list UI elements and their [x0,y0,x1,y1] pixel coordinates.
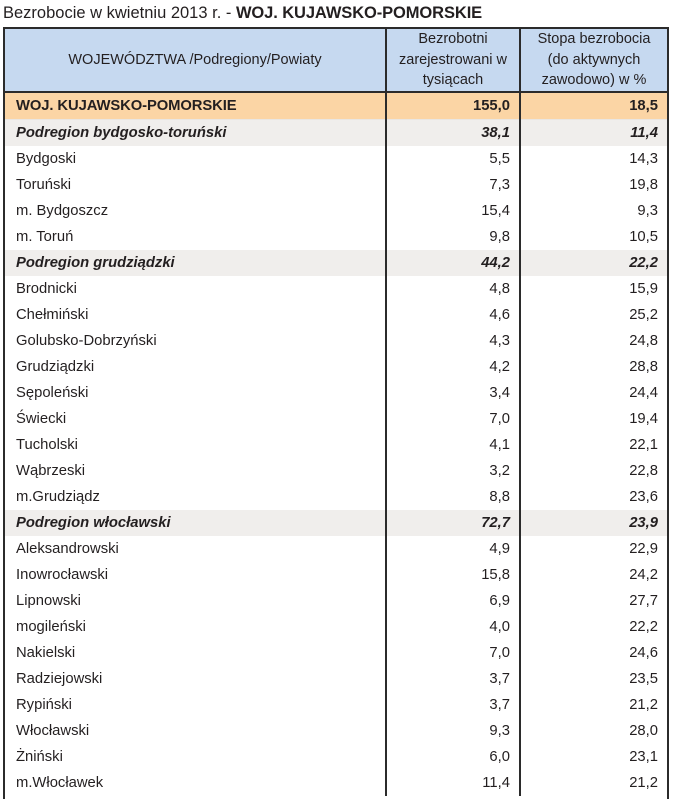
cell-region-name: Włocławski [5,718,386,744]
cell-region-name: Rypiński [5,692,386,718]
cell-unemployment-rate: 22,2 [520,614,667,640]
cell-unemployment-rate: 19,8 [520,172,667,198]
cell-unemployment-rate: 10,5 [520,224,667,250]
column-header-rate [520,29,667,92]
cell-unemployed-thousands: 6,9 [386,588,520,614]
cell-unemployment-rate: 11,4 [520,119,667,146]
column-header-unemployed-line1: Bezrobotni [418,31,488,47]
cell-unemployed-thousands: 4,6 [386,302,520,328]
table-row [5,666,667,692]
cell-unemployment-rate: 21,2 [520,692,667,718]
cell-unemployed-thousands: 4,2 [386,354,520,380]
table-header [5,29,667,92]
table-row [5,458,667,484]
unemployment-table [5,29,667,796]
cell-region-name: Sępoleński [5,380,386,406]
cell-region-name: Podregion grudziądzki [5,250,386,276]
cell-unemployed-thousands: 72,7 [386,510,520,536]
table-row [5,146,667,172]
cell-region-name: Golubsko-Dobrzyński [5,328,386,354]
cell-unemployment-rate: 18,5 [520,92,667,120]
cell-unemployment-rate: 23,5 [520,666,667,692]
column-header-unemployed-line2: zarejestrowani w [399,51,507,68]
cell-unemployed-thousands: 7,3 [386,172,520,198]
column-header-rate-line3: zawodowo) w % [541,72,647,88]
cell-region-name: Radziejowski [5,666,386,692]
unemployment-table-container [3,27,669,799]
cell-region-name: Grudziądzki [5,354,386,380]
cell-unemployed-thousands: 15,8 [386,562,520,588]
cell-unemployment-rate: 22,9 [520,536,667,562]
cell-unemployment-rate: 23,1 [520,744,667,770]
table-row [5,770,667,796]
table-row [5,276,667,302]
cell-region-name: Toruński [5,172,386,198]
cell-region-name: Aleksandrowski [5,536,386,562]
cell-unemployed-thousands: 3,2 [386,458,520,484]
table-row [5,250,667,276]
cell-unemployed-thousands: 4,3 [386,328,520,354]
table-row [5,614,667,640]
cell-region-name: Żniński [5,744,386,770]
cell-unemployed-thousands: 11,4 [386,770,520,796]
table-row [5,588,667,614]
cell-unemployment-rate: 27,7 [520,588,667,614]
header-row [5,29,667,92]
table-row [5,224,667,250]
cell-unemployed-thousands: 7,0 [386,640,520,666]
cell-region-name: Nakielski [5,640,386,666]
cell-region-name: m. Bydgoszcz [5,198,386,224]
table-row [5,718,667,744]
cell-region-name: Podregion bydgosko-toruński [5,119,386,146]
table-row [5,484,667,510]
cell-region-name: Podregion włocławski [5,510,386,536]
cell-unemployment-rate: 28,0 [520,718,667,744]
column-header-rate-line2: (do aktywnych [547,51,641,68]
table-row [5,328,667,354]
table-row [5,302,667,328]
column-header-rate-line1: Stopa bezrobocia [537,31,651,47]
cell-unemployed-thousands: 6,0 [386,744,520,770]
cell-region-name: m. Toruń [5,224,386,250]
column-header-unemployed-line3: tysiącach [422,72,484,88]
cell-region-name: Wąbrzeski [5,458,386,484]
page-title-region: WOJ. KUJAWSKO-POMORSKIE [235,4,483,22]
cell-unemployment-rate: 24,4 [520,380,667,406]
table-row [5,692,667,718]
table-row [5,562,667,588]
cell-unemployed-thousands: 4,1 [386,432,520,458]
cell-unemployed-thousands: 155,0 [386,92,520,120]
cell-region-name: Bydgoski [5,146,386,172]
cell-region-name: WOJ. KUJAWSKO-POMORSKIE [5,92,386,120]
column-header-unemployed [386,29,520,92]
cell-unemployed-thousands: 3,7 [386,692,520,718]
cell-unemployment-rate: 22,1 [520,432,667,458]
cell-unemployed-thousands: 9,3 [386,718,520,744]
page-title-prefix: Bezrobocie w kwietniu 2013 r. - [3,4,236,22]
page-title [3,1,482,25]
table-row [5,744,667,770]
cell-unemployed-thousands: 8,8 [386,484,520,510]
cell-unemployment-rate: 24,2 [520,562,667,588]
cell-unemployed-thousands: 3,7 [386,666,520,692]
cell-unemployment-rate: 15,9 [520,276,667,302]
cell-region-name: mogileński [5,614,386,640]
cell-region-name: Brodnicki [5,276,386,302]
table-row [5,172,667,198]
cell-unemployment-rate: 22,8 [520,458,667,484]
cell-unemployment-rate: 23,9 [520,510,667,536]
cell-region-name: Lipnowski [5,588,386,614]
table-row [5,354,667,380]
table-row [5,640,667,666]
cell-unemployment-rate: 21,2 [520,770,667,796]
cell-unemployed-thousands: 38,1 [386,119,520,146]
cell-unemployed-thousands: 4,8 [386,276,520,302]
cell-unemployed-thousands: 3,4 [386,380,520,406]
table-row [5,380,667,406]
cell-region-name: Tucholski [5,432,386,458]
cell-unemployment-rate: 23,6 [520,484,667,510]
cell-unemployment-rate: 22,2 [520,250,667,276]
cell-unemployment-rate: 19,4 [520,406,667,432]
cell-unemployed-thousands: 7,0 [386,406,520,432]
table-row [5,536,667,562]
cell-unemployed-thousands: 5,5 [386,146,520,172]
cell-region-name: Inowrocławski [5,562,386,588]
table-row [5,432,667,458]
cell-unemployed-thousands: 4,0 [386,614,520,640]
cell-unemployed-thousands: 15,4 [386,198,520,224]
table-body [5,92,667,796]
cell-unemployment-rate: 25,2 [520,302,667,328]
table-row [5,406,667,432]
column-header-name: WOJEWÓDZTWA /Podregiony/Powiaty [5,29,386,92]
cell-region-name: m.Grudziądz [5,484,386,510]
cell-unemployed-thousands: 4,9 [386,536,520,562]
cell-unemployment-rate: 24,6 [520,640,667,666]
table-row [5,92,667,120]
table-row [5,119,667,146]
cell-region-name: Świecki [5,406,386,432]
table-row [5,198,667,224]
cell-unemployed-thousands: 9,8 [386,224,520,250]
cell-region-name: Chełmiński [5,302,386,328]
cell-unemployment-rate: 9,3 [520,198,667,224]
cell-unemployment-rate: 24,8 [520,328,667,354]
table-row [5,510,667,536]
cell-unemployed-thousands: 44,2 [386,250,520,276]
cell-unemployment-rate: 14,3 [520,146,667,172]
cell-unemployment-rate: 28,8 [520,354,667,380]
cell-region-name: m.Włocławek [5,770,386,796]
